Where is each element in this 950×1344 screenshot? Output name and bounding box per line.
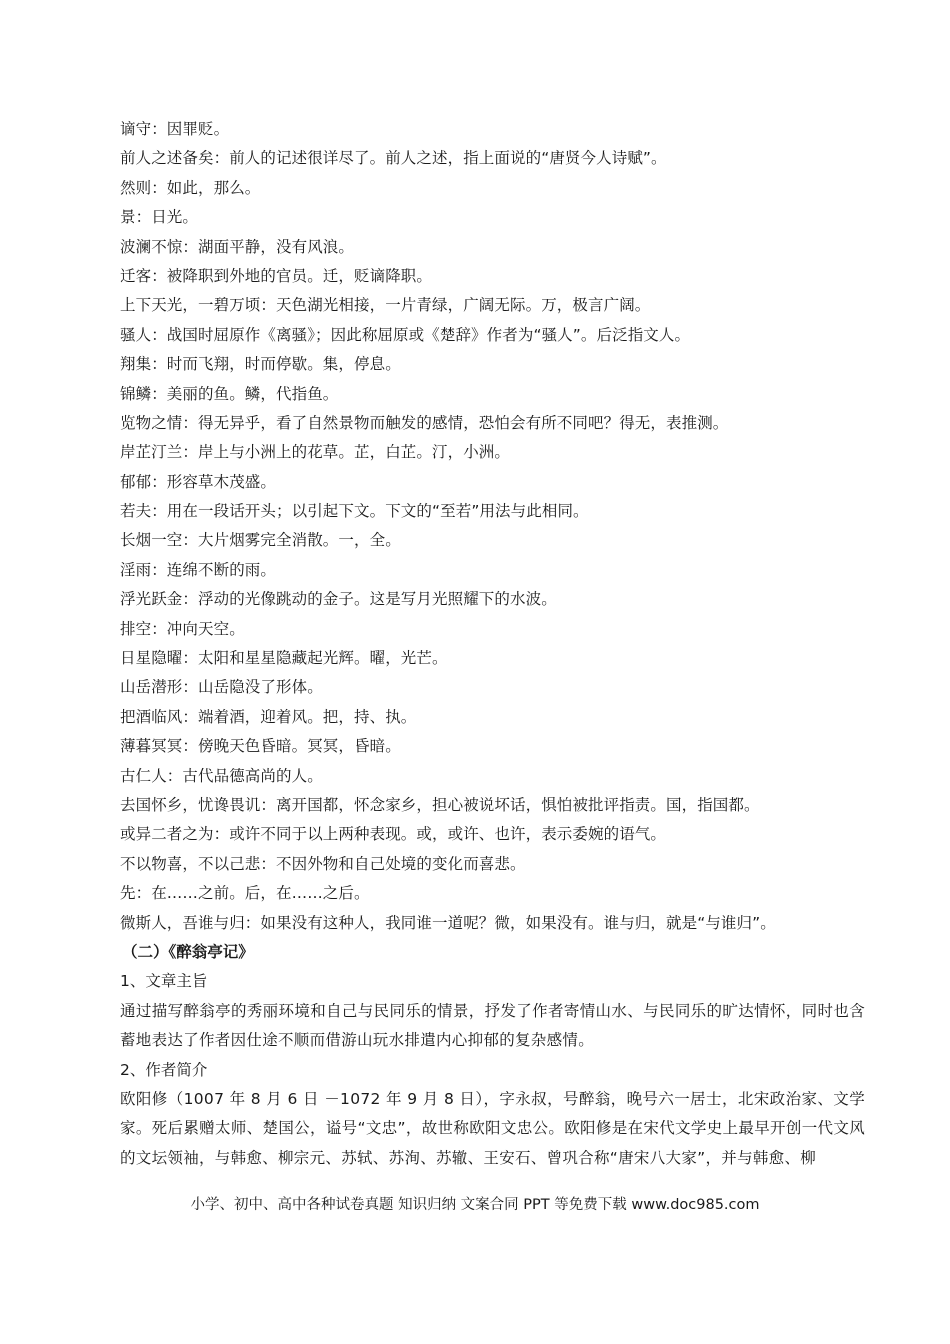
- gloss-item: 古仁人：古代品德高尚的人。: [120, 766, 323, 785]
- gloss-item: 前人之述备矣：前人的记述很详尽了。前人之述，指上面说的“唐贤今人诗赋”。: [120, 149, 667, 168]
- gloss-item: 然则：如此，那么。: [120, 178, 261, 197]
- gloss-item: 长烟一空：大片烟雾完全消散。一，全。: [120, 531, 401, 550]
- gloss-item: 岸芷汀兰：岸上与小洲上的花草。芷，白芷。汀，小洲。: [120, 443, 511, 462]
- gloss-item: 迁客：被降职到外地的官员。迁，贬谪降职。: [120, 266, 433, 285]
- gloss-item: 锦鳞：美丽的鱼。鳞，代指鱼。: [120, 384, 339, 403]
- gloss-item: 淫雨：连绵不断的雨。: [120, 560, 277, 579]
- gloss-item: 去国怀乡，忧谗畏讥：离开国都，怀念家乡，担心被说坏话，惧怕被批评指责。国，指国都。: [120, 795, 760, 814]
- gloss-item: 把酒临风：端着酒，迎着风。把，持、执。: [120, 707, 417, 726]
- gloss-item: 山岳潜形：山岳隐没了形体。: [120, 678, 323, 697]
- section-title: （二）《醉翁亭记》: [122, 942, 254, 961]
- document-body: [120, 115, 865, 1173]
- gloss-item: 排空：冲向天空。: [120, 619, 245, 638]
- gloss-item: 或异二者之为：或许不同于以上两种表现。或，或许、也许，表示委婉的语气。: [120, 825, 667, 844]
- gloss-item: 微斯人，吾谁与归：如果没有这种人，我同谁一道呢？微，如果没有。谁与归，就是“与谁归”。: [120, 913, 776, 932]
- gloss-item: 览物之情：得无异乎，看了自然景物而触发的感情，恐怕会有所不同吧？得无，表推测。: [120, 413, 729, 432]
- gloss-item: 先：在……之前。后，在……之后。: [120, 884, 370, 903]
- page-footer: 小学、初中、高中各种试卷真题 知识归纳 文案合同 PPT 等免费下载 www.doc985.com: [190, 1197, 760, 1213]
- gloss-item: 郁郁：形容草木茂盛。: [120, 472, 277, 491]
- gloss-item: 波澜不惊：湖面平静，没有风浪。: [120, 237, 355, 256]
- author-paragraph: 欧阳修（1007 年 8 月 6 日 －1072 年 9 月 8 日），字永叔，号醉翁，晚号六一居士，北宋政治家、文学家。死后累赠太师、楚国公，谥号“文忠”，故世称欧阳文忠公。欧阳修是在宋代文学史上最早开创一代文风的文坛领袖，与韩愈、柳宗元、苏轼、苏洵、苏辙、王安石、曾巩合称“唐宋八大家”，并与韩愈、柳: [120, 1089, 865, 1167]
- theme-heading: 1、文章主旨: [120, 972, 208, 991]
- gloss-item: 谪守：因罪贬。: [120, 120, 230, 138]
- gloss-item: 若夫：用在一段话开头；以引起下文。下文的“至若”用法与此相同。: [120, 502, 589, 521]
- author-heading: 2、作者简介: [120, 1060, 208, 1079]
- gloss-item: 骚人：战国时屈原作《离骚》；因此称屈原或《楚辞》作者为“骚人”。后泛指文人。: [120, 325, 691, 344]
- gloss-item: 薄暮冥冥：傍晚天色昏暗。冥冥，昏暗。: [120, 737, 401, 756]
- theme-paragraph: 通过描写醉翁亭的秀丽环境和自己与民同乐的情景，抒发了作者寄情山水、与民同乐的旷达情怀，同时也含蓄地表达了作者因仕途不顺而借游山玩水排遣内心抑郁的复杂感情。: [120, 1001, 865, 1050]
- gloss-item: 浮光跃金：浮动的光像跳动的金子。这是写月光照耀下的水波。: [120, 590, 557, 609]
- gloss-list: [120, 115, 865, 938]
- gloss-item: 翔集：时而飞翔，时而停歇。集，停息。: [120, 355, 401, 374]
- gloss-item: 景：日光。: [120, 208, 199, 227]
- gloss-item: 不以物喜，不以己悲：不因外物和自己处境的变化而喜悲。: [120, 854, 526, 873]
- gloss-item: 日星隐曜：太阳和星星隐藏起光辉。曜，光芒。: [120, 649, 448, 668]
- gloss-item: 上下天光，一碧万顷：天色湖光相接，一片青绿，广阔无际。万，极言广阔。: [120, 296, 651, 315]
